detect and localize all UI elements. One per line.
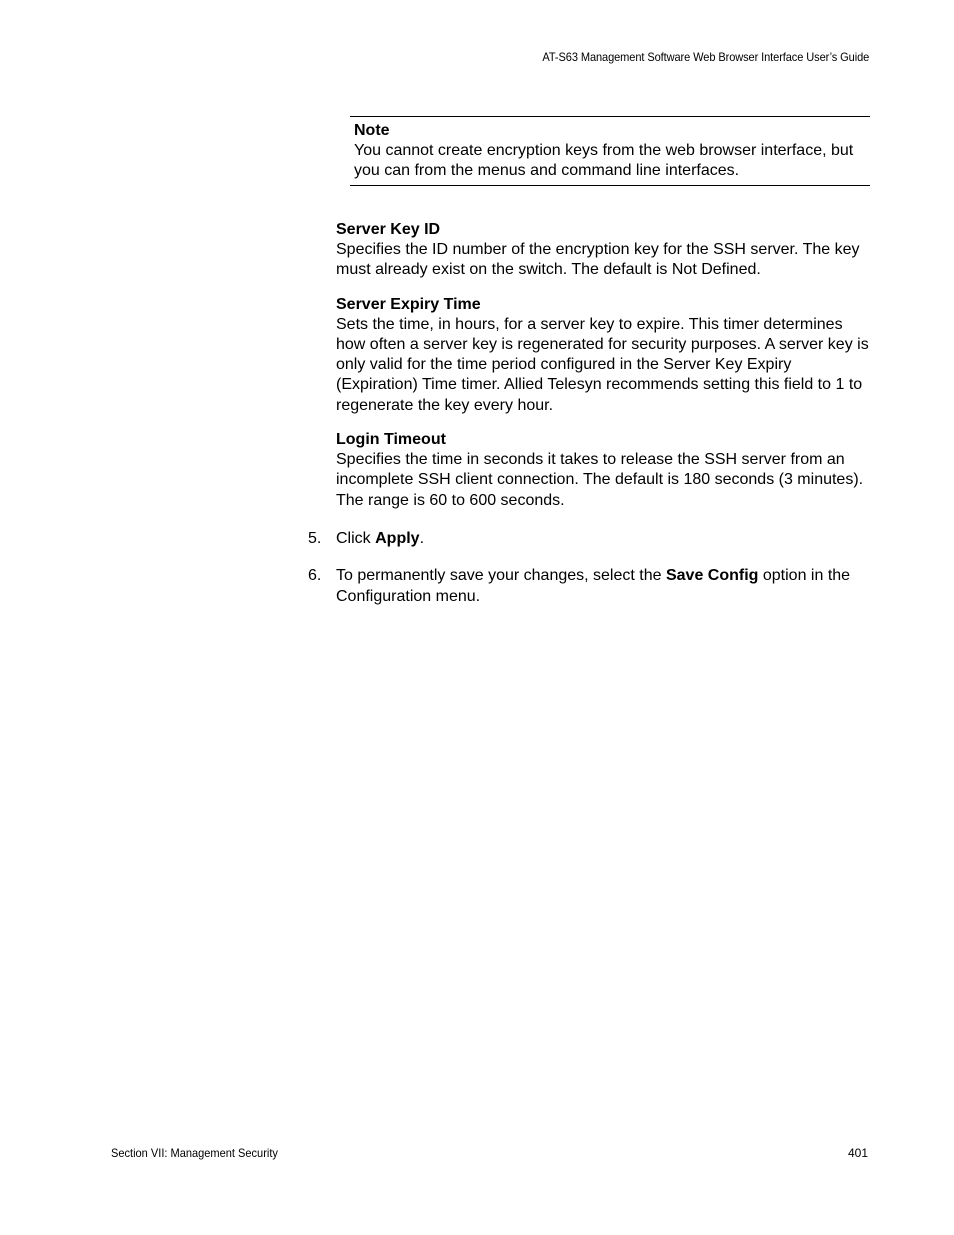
- step-text-after: .: [419, 530, 425, 547]
- step-number: 5.: [308, 530, 322, 547]
- field-title: Login Timeout: [336, 431, 446, 449]
- step-text: [336, 566, 878, 607]
- note-title: Note: [354, 122, 390, 139]
- step-text-before: Click: [336, 530, 376, 547]
- step-text-bold: Apply: [375, 530, 420, 547]
- field-descriptions: [336, 220, 876, 525]
- field-server-expiry-time: [336, 295, 876, 416]
- field-login-timeout: [336, 430, 876, 511]
- step-text-after: option in the Configuration menu.: [336, 567, 851, 605]
- note-text: You cannot create encryption keys from the web browser interface, but you can from the menus and command line interfaces.: [354, 142, 854, 179]
- field-title: Server Key ID: [336, 221, 441, 238]
- field-description: Sets the time, in hours, for a server key to expire. This timer determines how often a server key is regenerated for security purposes. A server key is only valid for the time period configured in the Server Key Expiry (Expiration) Time timer. Allied Telesyn recommends setting this field to 1 to regenerate the key every hour.: [336, 315, 869, 414]
- note-box: [350, 116, 870, 186]
- field-server-key-id: [336, 220, 876, 281]
- running-header: AT-S63 Management Software Web Browser Interface User’s Guide: [542, 50, 869, 64]
- step-text-bold: Save Config: [665, 567, 759, 584]
- step-number: 6.: [308, 567, 322, 584]
- field-description: Specifies the time in seconds it takes to release the SSH server from an incomplete SSH client connection. The default is 180 seconds (3 minutes). The range is 60 to 600 seconds.: [336, 451, 864, 509]
- step-text-before: To permanently save your changes, select the: [336, 567, 666, 584]
- footer-page-number: 401: [847, 1146, 868, 1160]
- step-5: [308, 529, 878, 550]
- step-6: [308, 566, 878, 607]
- field-title: Server Expiry Time: [336, 295, 481, 313]
- field-description: Specifies the ID number of the encryption key for the SSH server. The key must already exist on the switch. The default is Not Defined.: [336, 241, 860, 279]
- footer-section: Section VII: Management Security: [111, 1146, 278, 1160]
- step-text: [336, 529, 878, 550]
